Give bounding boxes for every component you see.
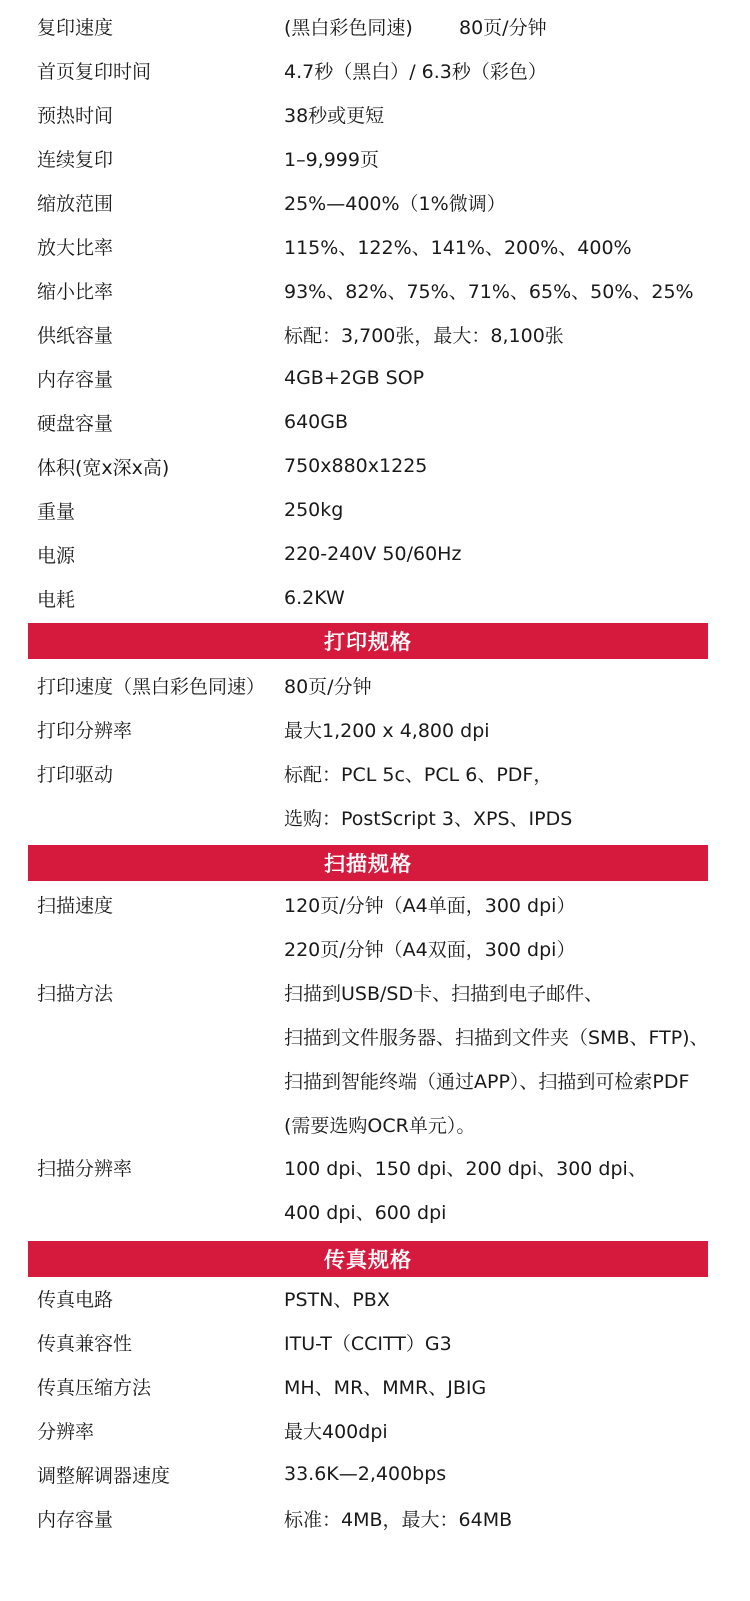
spec-row-paper-capacity (0, 312, 750, 356)
spec-value: 4GB+2GB SOP (284, 367, 425, 389)
spec-row-scan-method-3 (0, 1058, 750, 1102)
spec-row-fax-resolution (0, 1408, 750, 1452)
spec-label: 打印驱动 (37, 763, 114, 786)
spec-row-print-driver-optional (0, 795, 750, 839)
spec-label: 分辨率 (37, 1420, 95, 1443)
spec-value: 最大400dpi (284, 1420, 388, 1443)
spec-row-weight (0, 488, 750, 532)
spec-row-modem-speed (0, 1452, 750, 1496)
spec-value: ITU-T（CCITT）G3 (284, 1332, 452, 1355)
spec-row-warmup-time (0, 92, 750, 136)
spec-row-copy-speed (0, 4, 750, 48)
spec-label: 电耗 (37, 588, 76, 611)
spec-value: 115%、122%、141%、200%、400% (284, 236, 632, 259)
spec-row-scan-speed-duplex (0, 926, 750, 970)
spec-label: 内存容量 (37, 368, 114, 391)
spec-label: 供纸容量 (37, 324, 114, 347)
spec-value: 标配：3,700张，最大：8,100张 (284, 324, 564, 347)
spec-label: 打印分辨率 (37, 719, 133, 742)
spec-value: 扫描到智能终端（通过APP）、扫描到可检索PDF (284, 1070, 690, 1093)
spec-value: MH、MR、MMR、JBIG (284, 1376, 487, 1399)
spec-row-dimensions (0, 444, 750, 488)
spec-value: 扫描到USB/SD卡、扫描到电子邮件、 (284, 982, 604, 1005)
spec-row-scan-method-2 (0, 1014, 750, 1058)
spec-value: 80页/分钟 (284, 675, 372, 698)
spec-label: 连续复印 (37, 148, 114, 171)
spec-value: 扫描到文件服务器、扫描到文件夹（SMB、FTP)、 (284, 1026, 709, 1049)
section-header-scan: 扫描规格 (28, 845, 708, 881)
spec-row-fax-compression (0, 1364, 750, 1408)
spec-row-print-speed (0, 663, 750, 707)
spec-label: 首页复印时间 (37, 60, 152, 83)
spec-value: 1–9,999页 (284, 148, 379, 171)
spec-value: 750x880x1225 (284, 455, 428, 477)
spec-row-scan-method-4 (0, 1102, 750, 1146)
spec-value: PSTN、PBX (284, 1288, 390, 1311)
spec-row-scan-method-1 (0, 970, 750, 1014)
spec-label: 扫描分辨率 (37, 1157, 133, 1180)
spec-value: 标配：PCL 5c、PCL 6、PDF， (284, 763, 553, 786)
spec-value-extra: 80页/分钟 (459, 16, 547, 39)
spec-row-enlarge-ratio (0, 224, 750, 268)
spec-label: 预热时间 (37, 104, 114, 127)
spec-row-first-copy-time (0, 48, 750, 92)
spec-label: 传真压缩方法 (37, 1376, 152, 1399)
spec-row-power-consumption (0, 576, 750, 620)
section-header-fax: 传真规格 (28, 1241, 708, 1277)
spec-value: 标准：4MB，最大：64MB (284, 1508, 513, 1531)
spec-row-scan-resolution-1 (0, 1145, 750, 1189)
spec-value: 最大1,200 x 4,800 dpi (284, 719, 490, 742)
spec-value: (黑白彩色同速) (284, 16, 413, 39)
spec-value: 25%—400%（1%微调） (284, 192, 506, 215)
spec-label: 传真兼容性 (37, 1332, 133, 1355)
spec-value: 400 dpi、600 dpi (284, 1201, 447, 1224)
spec-label: 缩小比率 (37, 280, 114, 303)
spec-label: 内存容量 (37, 1508, 114, 1531)
spec-label: 传真电路 (37, 1288, 114, 1311)
spec-row-fax-line (0, 1276, 750, 1320)
spec-row-print-resolution (0, 707, 750, 751)
spec-value: 4.7秒（黑白）/ 6.3秒（彩色） (284, 60, 547, 83)
spec-row-print-driver (0, 751, 750, 795)
spec-row-power-source (0, 532, 750, 576)
spec-label: 扫描速度 (37, 894, 114, 917)
spec-label: 调整解调器速度 (37, 1464, 171, 1487)
spec-value: 220-240V 50/60Hz (284, 543, 462, 565)
spec-label: 打印速度（黑白彩色同速） (37, 675, 266, 698)
spec-value: 250kg (284, 499, 344, 521)
spec-label: 体积(宽x深x高) (37, 456, 170, 479)
spec-row-memory (0, 356, 750, 400)
spec-row-zoom-range (0, 180, 750, 224)
spec-row-scan-resolution-2 (0, 1189, 750, 1233)
spec-label: 缩放范围 (37, 192, 114, 215)
spec-value: 640GB (284, 411, 349, 433)
spec-value: 6.2KW (284, 587, 345, 609)
spec-value: (需要选购OCR单元）。 (284, 1114, 476, 1137)
spec-row-fax-compatibility (0, 1320, 750, 1364)
spec-value: 120页/分钟（A4单面，300 dpi） (284, 894, 576, 917)
spec-label: 放大比率 (37, 236, 114, 259)
spec-row-continuous-copy (0, 136, 750, 180)
spec-label: 重量 (37, 500, 76, 523)
spec-label: 电源 (37, 544, 76, 567)
spec-value: 93%、82%、75%、71%、65%、50%、25% (284, 280, 694, 303)
spec-value: 220页/分钟（A4双面，300 dpi） (284, 938, 576, 961)
spec-value: 38秒或更短 (284, 104, 385, 127)
spec-value: 选购：PostScript 3、XPS、IPDS (284, 807, 573, 830)
spec-row-scan-speed-simplex (0, 882, 750, 926)
spec-row-hdd (0, 400, 750, 444)
section-header-print: 打印规格 (28, 623, 708, 659)
spec-value: 100 dpi、150 dpi、200 dpi、300 dpi、 (284, 1157, 647, 1180)
spec-label: 复印速度 (37, 16, 114, 39)
spec-label: 硬盘容量 (37, 412, 114, 435)
spec-row-fax-memory (0, 1496, 750, 1540)
spec-label: 扫描方法 (37, 982, 114, 1005)
spec-row-reduce-ratio (0, 268, 750, 312)
spec-value: 33.6K—2,400bps (284, 1463, 447, 1485)
